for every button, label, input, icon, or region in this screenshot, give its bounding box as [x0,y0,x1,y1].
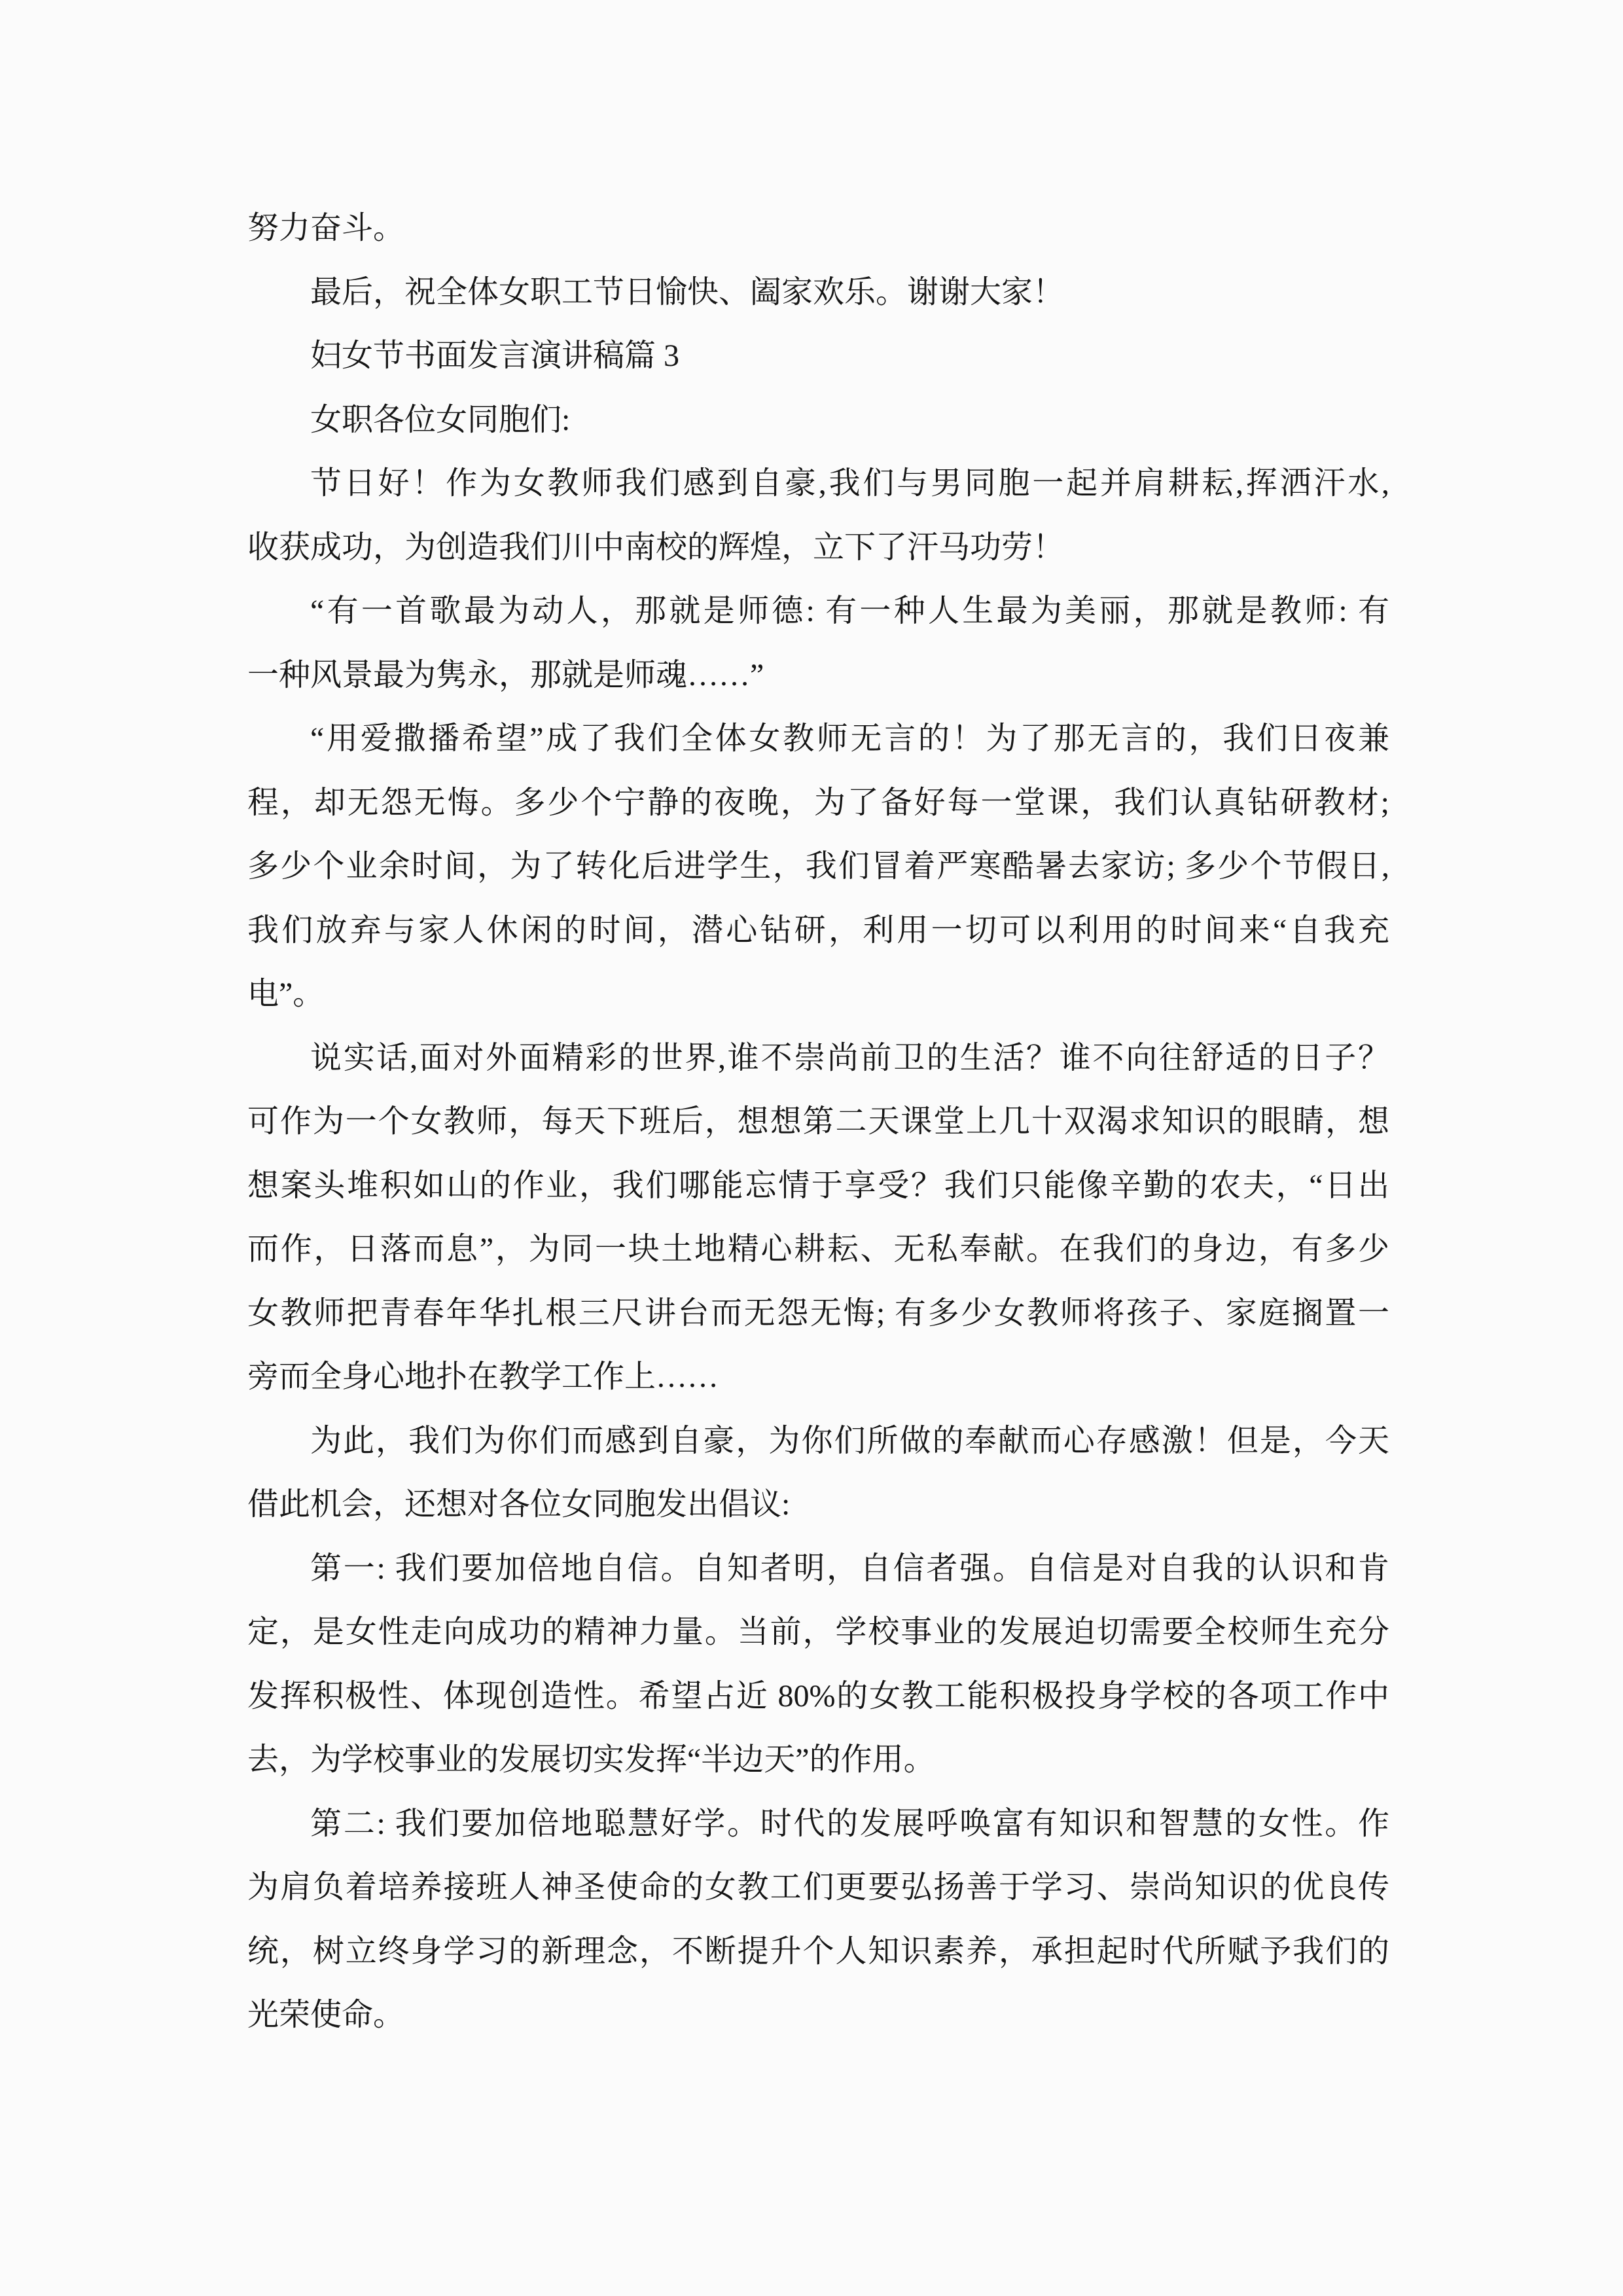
text-line: 女职各位女同胞们: [310,402,571,437]
text-line: 借此机会，还想对各位女同胞发出倡议: [247,1487,791,1522]
text-line: 第二: 我们要加倍地聪慧好学。时代的发展呼唤富有知识和智慧的女性。作 [310,1806,1389,1841]
text-line: 我们放弃与家人休闲的时间，潜心钻研，利用一切可以利用的时间来“自我充 [247,912,1389,948]
text-line: 为肩负着培养接班人神圣使命的女教工们更要弘扬善于学习、崇尚知识的优良传 [247,1870,1389,1905]
text-line: 妇女节书面发言演讲稿篇 3 [310,338,680,373]
text-line: 努力奋斗。 [247,211,405,245]
text-line: 程，却无怨无悔。多少个宁静的夜晚，为了备好每一堂课，我们认真钻研教材; [247,785,1389,820]
text-line: 想案头堆积如山的作业，我们哪能忘情于享受？我们只能像辛勤的农夫，“日出 [247,1168,1389,1203]
text-line: 第一: 我们要加倍地自信。自知者明，自信者强。自信是对自我的认识和肯 [310,1551,1389,1586]
text-line: 而作，日落而息”，为同一块土地精心耕耘、无私奉献。在我们的身边，有多少 [247,1232,1389,1266]
text-line: 统，树立终身学习的新理念，不断提升个人知识素养，承担起时代所赋予我们的 [247,1933,1389,1969]
text-line: 说实话,面对外面精彩的世界,谁不崇尚前卫的生活？谁不向往舒适的日子？ [310,1040,1389,1075]
text-line: 光荣使命。 [247,1998,405,2032]
text-line: 女教师把青春年华扎根三尺讲台而无怨无悔; 有多少女教师将孩子、家庭搁置一 [247,1295,1389,1331]
text-line: 最后，祝全体女职工节日愉快、阖家欢乐。谢谢大家！ [310,274,1065,310]
text-line: 旁而全身心地扑在教学工作上…… [247,1359,719,1394]
text-line: 收获成功，为创造我们川中南校的辉煌，立下了汗马功劳！ [247,529,1065,565]
text-line: 去，为学校事业的发展切实发挥“半边天”的作用。 [247,1742,935,1777]
text-line: 多少个业余时间，为了转化后进学生，我们冒着严寒酷暑去家访; 多少个节假日, [247,849,1389,884]
text-line: 发挥积极性、体现创造性。希望占近 80%的女教工能积极投身学校的各项工作中 [247,1678,1389,1713]
text-line: 定，是女性走向成功的精神力量。当前，学校事业的发展迫切需要全校师生充分 [247,1615,1389,1649]
text-line: “有一首歌最为动人，那就是师德: 有一种人生最为美丽，那就是教师: 有 [310,594,1389,628]
text-line: 为此，我们为你们而感到自豪，为你们所做的奉献而心存感激！但是，今天 [310,1423,1389,1458]
text-line: 可作为一个女教师，每天下班后，想想第二天课堂上几十双渴求知识的眼睛，想 [247,1104,1389,1139]
text-line: 电”。 [247,977,325,1011]
text-block [247,196,1389,2047]
text-line: “用爱撒播希望”成了我们全体女教师无言的！为了那无言的，我们日夜兼 [310,721,1389,756]
text-line: 节日好！作为女教师我们感到自豪,我们与男同胞一起并肩耕耘,挥洒汗水, [310,466,1389,501]
text-line: 一种风景最为隽永，那就是师魂……” [247,657,764,692]
